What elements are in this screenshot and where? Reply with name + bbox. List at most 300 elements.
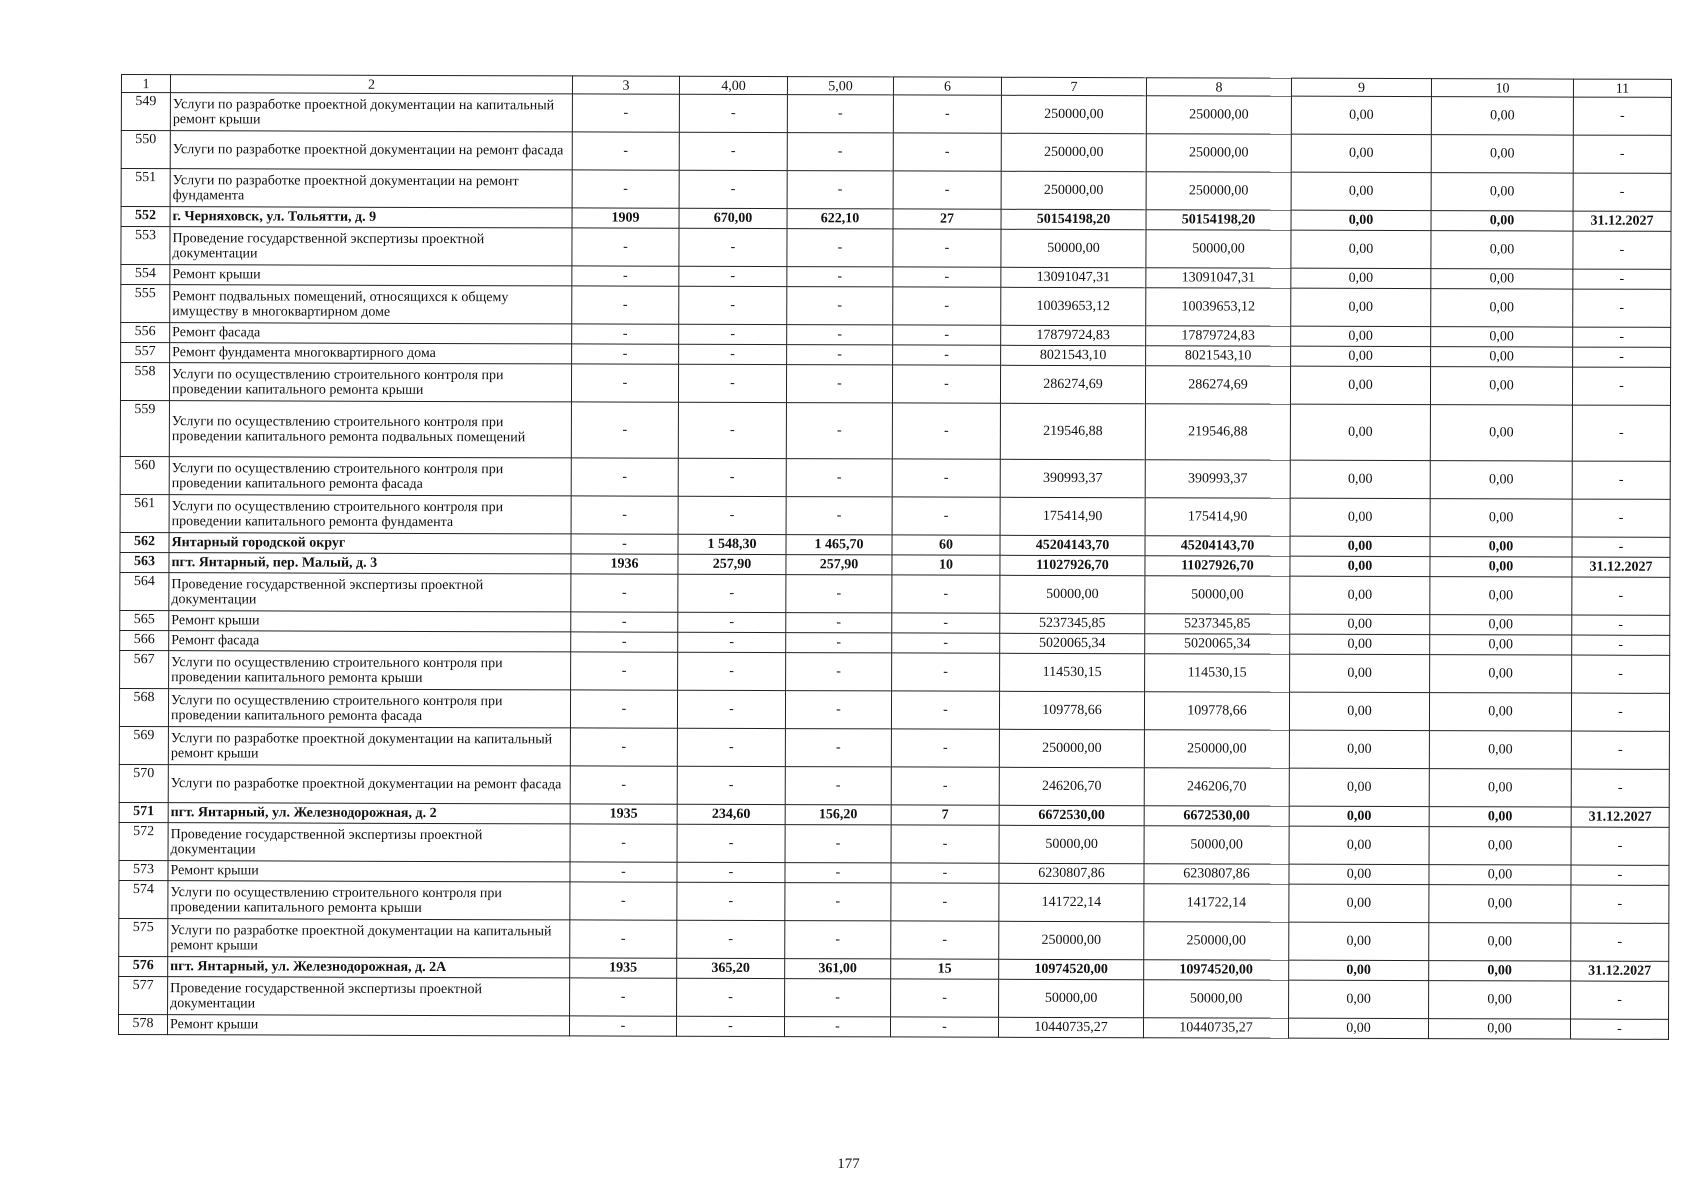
- cost-budget: 0,00: [1289, 864, 1429, 884]
- cost-fund: 10974520,00: [1144, 960, 1289, 980]
- cost-total: 50154198,20: [1001, 209, 1146, 229]
- cost-total: 219546,88: [1000, 403, 1145, 459]
- cost-budget: 0,00: [1289, 806, 1429, 826]
- completion-date: -: [1572, 537, 1670, 557]
- total-area: -: [677, 920, 785, 958]
- cost-total: 10974520,00: [999, 959, 1144, 979]
- cost-owners: 0,00: [1431, 347, 1573, 367]
- cost-budget: 0,00: [1291, 346, 1431, 366]
- cost-fund: 50000,00: [1146, 230, 1291, 268]
- column-number: 4,00: [679, 76, 787, 94]
- table-row: [121, 169, 1671, 212]
- work-name: Ремонт фасада: [170, 323, 572, 344]
- column-number: 6: [893, 77, 1001, 95]
- living-area: -: [787, 171, 893, 209]
- completion-date: -: [1572, 461, 1670, 499]
- cost-total: 50000,00: [1001, 229, 1146, 267]
- page-number: 177: [837, 1156, 860, 1172]
- completion-date: -: [1571, 693, 1669, 731]
- cost-fund: 175414,90: [1145, 498, 1290, 536]
- cost-fund: 6672530,00: [1144, 806, 1289, 826]
- residents: -: [892, 613, 1000, 633]
- completion-date: -: [1572, 615, 1670, 635]
- cost-total: 175414,90: [1000, 497, 1145, 535]
- table-row: [119, 764, 1669, 807]
- cost-budget: 0,00: [1290, 614, 1430, 634]
- year-built: 1909: [572, 208, 679, 228]
- total-area: -: [678, 574, 786, 612]
- column-number: 3: [572, 76, 679, 94]
- row-number: 578: [118, 1014, 167, 1034]
- residents: -: [893, 133, 1001, 171]
- cost-owners: 0,00: [1431, 173, 1573, 211]
- work-name: Ремонт крыши: [169, 611, 571, 632]
- row-number: 566: [120, 630, 169, 650]
- work-name: Услуги по разработке проектной документации на ремонт фундамента: [170, 169, 572, 208]
- residents: -: [891, 729, 999, 767]
- total-area: -: [679, 286, 787, 324]
- total-area: -: [677, 882, 785, 920]
- work-name: Янтарный городской округ: [169, 533, 571, 554]
- completion-date: 31.12.2027: [1571, 807, 1669, 827]
- table-row: [119, 880, 1669, 923]
- total-area: 1 548,30: [678, 534, 786, 554]
- row-number: 551: [121, 169, 170, 207]
- table-row: [120, 363, 1670, 406]
- residents: -: [891, 863, 999, 883]
- cost-total: 141722,14: [999, 883, 1144, 921]
- living-area: -: [787, 267, 893, 287]
- completion-date: 31.12.2027: [1571, 961, 1669, 981]
- year-built: -: [572, 170, 679, 208]
- living-area: -: [787, 229, 893, 267]
- cost-total: 390993,37: [1000, 459, 1145, 497]
- table-row: [119, 726, 1669, 769]
- residents: 60: [892, 535, 1000, 555]
- completion-date: -: [1573, 135, 1671, 173]
- completion-date: -: [1572, 367, 1670, 405]
- completion-date: -: [1571, 885, 1669, 923]
- cost-fund: 13091047,31: [1146, 268, 1291, 288]
- work-name: Услуги по разработке проектной документации на ремонт фасада: [170, 131, 572, 170]
- residents: -: [893, 95, 1001, 133]
- cost-budget: 0,00: [1289, 730, 1429, 768]
- year-built: -: [572, 266, 679, 286]
- living-area: -: [787, 287, 893, 325]
- completion-date: -: [1571, 981, 1669, 1019]
- cost-budget: 0,00: [1289, 884, 1429, 922]
- year-built: -: [571, 364, 678, 402]
- residents: -: [892, 497, 1000, 535]
- living-area: -: [785, 979, 891, 1017]
- cost-total: 8021543,10: [1001, 345, 1146, 365]
- table-row: [121, 131, 1671, 174]
- cost-owners: 0,00: [1430, 635, 1572, 655]
- row-number: 557: [121, 343, 170, 363]
- total-area: -: [679, 94, 787, 132]
- completion-date: -: [1572, 499, 1670, 537]
- cost-fund: 246206,70: [1144, 768, 1289, 806]
- cost-budget: 0,00: [1290, 536, 1430, 556]
- total-area: -: [677, 978, 785, 1016]
- cost-total: 50000,00: [1000, 575, 1145, 613]
- cost-owners: 0,00: [1429, 827, 1571, 865]
- completion-date: -: [1572, 405, 1670, 461]
- total-area: -: [678, 612, 786, 632]
- cost-budget: 0,00: [1290, 654, 1430, 692]
- cost-fund: 11027926,70: [1145, 556, 1290, 576]
- table-row: [121, 227, 1671, 270]
- cost-budget: 0,00: [1289, 922, 1429, 960]
- cost-owners: 0,00: [1431, 289, 1573, 327]
- row-number: 565: [120, 610, 169, 630]
- year-built: -: [571, 534, 678, 554]
- cost-total: 246206,70: [999, 767, 1144, 805]
- cost-total: 109778,66: [999, 691, 1144, 729]
- cost-total: 5020065,34: [1000, 633, 1145, 653]
- year-built: -: [571, 652, 678, 690]
- residents: -: [891, 883, 999, 921]
- row-number: 555: [121, 285, 170, 323]
- cost-budget: 0,00: [1289, 826, 1429, 864]
- cost-owners: 0,00: [1430, 615, 1572, 635]
- cost-budget: 0,00: [1291, 268, 1431, 288]
- cost-total: 250000,00: [999, 921, 1144, 959]
- row-number: 554: [121, 265, 170, 285]
- total-area: -: [679, 344, 787, 364]
- cost-fund: 250000,00: [1146, 172, 1291, 210]
- cost-owners: 0,00: [1429, 807, 1571, 827]
- completion-date: -: [1573, 97, 1671, 135]
- cost-owners: 0,00: [1429, 865, 1571, 885]
- total-area: 670,00: [679, 208, 787, 228]
- table-row: [120, 456, 1670, 499]
- cost-owners: 0,00: [1429, 961, 1571, 981]
- column-number: 2: [170, 75, 572, 94]
- work-name: Услуги по осуществлению строительного контроля при проведении капитального ремонта подвальных помещений: [169, 401, 571, 458]
- cost-owners: 0,00: [1429, 693, 1571, 731]
- column-number: 10: [1431, 79, 1573, 97]
- cost-owners: 0,00: [1430, 577, 1572, 615]
- completion-date: -: [1573, 289, 1671, 327]
- cost-owners: 0,00: [1431, 135, 1573, 173]
- cost-fund: 17879724,83: [1146, 326, 1291, 346]
- cost-budget: 0,00: [1291, 96, 1431, 134]
- cost-total: 114530,15: [1000, 653, 1145, 691]
- column-number: 1: [121, 75, 170, 93]
- cost-total: 286274,69: [1000, 365, 1145, 403]
- year-built: -: [570, 690, 677, 728]
- total-area: -: [676, 1016, 784, 1036]
- cost-budget: 0,00: [1288, 1018, 1428, 1038]
- residents: -: [893, 287, 1001, 325]
- residents: -: [891, 767, 999, 805]
- completion-date: -: [1572, 655, 1670, 693]
- table-row: [119, 918, 1669, 961]
- total-area: -: [677, 728, 785, 766]
- cost-fund: 10039653,12: [1146, 288, 1291, 326]
- year-built: -: [572, 94, 679, 132]
- table-row: [118, 1014, 1668, 1039]
- cost-total: 250000,00: [1001, 133, 1146, 171]
- living-area: 156,20: [785, 805, 891, 825]
- work-name: пгт. Янтарный, ул. Железнодорожная, д. 2: [168, 803, 570, 824]
- work-name: Ремонт фасада: [169, 631, 571, 652]
- completion-date: -: [1571, 769, 1669, 807]
- cost-budget: 0,00: [1290, 576, 1430, 614]
- living-area: -: [786, 653, 892, 691]
- cost-owners: 0,00: [1431, 269, 1573, 289]
- residents: -: [892, 633, 1000, 653]
- completion-date: -: [1573, 269, 1671, 289]
- cost-fund: 10440735,27: [1143, 1018, 1288, 1038]
- residents: -: [892, 403, 1000, 459]
- year-built: -: [571, 496, 678, 534]
- cost-total: 5237345,85: [1000, 613, 1145, 633]
- table-body: [118, 75, 1671, 1040]
- cost-owners: 0,00: [1429, 731, 1571, 769]
- work-name: Услуги по осуществлению строительного контроля при проведении капитального ремонта фасада: [169, 457, 571, 496]
- completion-date: -: [1570, 1019, 1668, 1039]
- year-built: 1935: [570, 804, 677, 824]
- residents: -: [891, 825, 999, 863]
- work-name: Проведение государственной экспертизы проектной документации: [168, 823, 570, 862]
- living-area: 361,00: [785, 959, 891, 979]
- cost-budget: 0,00: [1290, 556, 1430, 576]
- living-area: -: [785, 767, 891, 805]
- row-number: 552: [121, 207, 170, 227]
- work-name: Ремонт крыши: [168, 861, 570, 882]
- total-area: -: [679, 170, 787, 208]
- row-number: 549: [121, 93, 170, 131]
- residents: -: [893, 345, 1001, 365]
- work-name: Ремонт крыши: [170, 265, 572, 286]
- work-name: Услуги по разработке проектной документации на ремонт фасада: [168, 765, 570, 804]
- living-area: -: [786, 613, 892, 633]
- living-area: -: [785, 863, 891, 883]
- completion-date: -: [1573, 231, 1671, 269]
- living-area: -: [786, 497, 892, 535]
- total-area: -: [677, 766, 785, 804]
- cost-fund: 50154198,20: [1146, 210, 1291, 230]
- cost-owners: 0,00: [1430, 499, 1572, 537]
- living-area: 1 465,70: [786, 535, 892, 555]
- row-number: 562: [120, 532, 169, 552]
- cost-total: 6672530,00: [999, 805, 1144, 825]
- cost-fund: 141722,14: [1144, 884, 1289, 922]
- cost-budget: 0,00: [1291, 210, 1431, 230]
- total-area: -: [678, 632, 786, 652]
- work-name: Проведение государственной экспертизы проектной документации: [168, 977, 570, 1016]
- year-built: -: [571, 632, 678, 652]
- cost-owners: 0,00: [1431, 97, 1573, 135]
- cost-owners: 0,00: [1430, 537, 1572, 557]
- total-area: -: [678, 402, 786, 458]
- row-number: 572: [119, 822, 168, 860]
- column-number: 11: [1573, 79, 1671, 97]
- cost-budget: 0,00: [1291, 134, 1431, 172]
- living-area: -: [787, 345, 893, 365]
- work-name: пгт. Янтарный, пер. Малый, д. 3: [169, 553, 571, 574]
- cost-total: 250000,00: [1001, 95, 1146, 133]
- work-name: Ремонт подвальных помещений, относящихся к общему имуществу в многоквартирном доме: [170, 285, 572, 324]
- total-area: -: [677, 690, 785, 728]
- completion-date: 31.12.2027: [1572, 557, 1670, 577]
- total-area: 234,60: [677, 804, 785, 824]
- residents: -: [891, 921, 999, 959]
- total-area: -: [678, 458, 786, 496]
- completion-date: -: [1572, 577, 1670, 615]
- work-name: Услуги по разработке проектной документации на капитальный ремонт крыши: [168, 727, 570, 766]
- cost-fund: 6230807,86: [1144, 864, 1289, 884]
- cost-fund: 250000,00: [1146, 96, 1291, 134]
- work-name: Услуги по осуществлению строительного контроля при проведении капитального ремонта крыши: [169, 651, 571, 690]
- row-number: 558: [120, 363, 169, 401]
- total-area: -: [679, 324, 787, 344]
- total-area: -: [679, 266, 787, 286]
- work-name: Услуги по разработке проектной документации на капитальный ремонт крыши: [170, 93, 572, 132]
- cost-owners: 0,00: [1430, 367, 1572, 405]
- cost-budget: 0,00: [1289, 768, 1429, 806]
- cost-total: 45204143,70: [1000, 535, 1145, 555]
- residents: 10: [892, 555, 1000, 575]
- cost-total: 50000,00: [999, 979, 1144, 1017]
- cost-fund: 250000,00: [1146, 134, 1291, 172]
- cost-total: 50000,00: [999, 825, 1144, 863]
- year-built: -: [570, 862, 677, 882]
- table-row: [119, 976, 1669, 1019]
- cost-owners: 0,00: [1429, 769, 1571, 807]
- row-number: 556: [121, 323, 170, 343]
- total-area: -: [679, 228, 787, 266]
- work-name: пгт. Янтарный, ул. Железнодорожная, д. 2А: [168, 957, 570, 978]
- cost-budget: 0,00: [1290, 460, 1430, 498]
- row-number: 561: [120, 494, 169, 532]
- completion-date: -: [1571, 731, 1669, 769]
- cost-total: 6230807,86: [999, 863, 1144, 883]
- living-area: -: [784, 1017, 890, 1037]
- living-area: -: [785, 825, 891, 863]
- cost-total: 13091047,31: [1001, 267, 1146, 287]
- row-number: 570: [119, 764, 168, 802]
- total-area: -: [678, 652, 786, 690]
- cost-owners: 0,00: [1431, 231, 1573, 269]
- cost-owners: 0,00: [1429, 981, 1571, 1019]
- total-area: 365,20: [677, 958, 785, 978]
- cost-total: 17879724,83: [1001, 325, 1146, 345]
- cost-owners: 0,00: [1429, 885, 1571, 923]
- work-name: Проведение государственной экспертизы проектной документации: [169, 573, 571, 612]
- cost-budget: 0,00: [1291, 326, 1431, 346]
- total-area: -: [678, 364, 786, 402]
- residents: 27: [893, 209, 1001, 229]
- table-row: [120, 494, 1670, 537]
- year-built: -: [570, 882, 677, 920]
- cost-total: 250000,00: [1001, 171, 1146, 209]
- cost-fund: 5020065,34: [1145, 634, 1290, 654]
- residents: -: [893, 229, 1001, 267]
- total-area: -: [677, 862, 785, 882]
- cost-budget: 0,00: [1291, 172, 1431, 210]
- living-area: -: [785, 691, 891, 729]
- cost-fund: 45204143,70: [1145, 536, 1290, 556]
- year-built: -: [572, 228, 679, 266]
- cost-owners: 0,00: [1431, 211, 1573, 231]
- year-built: 1935: [570, 958, 677, 978]
- table-row: [120, 650, 1670, 693]
- work-name: Услуги по разработке проектной документации на капитальный ремонт крыши: [168, 919, 570, 958]
- cost-fund: 114530,15: [1145, 654, 1290, 692]
- work-name: Услуги по осуществлению строительного контроля при проведении капитального ремонта фасада: [168, 689, 570, 728]
- row-number: 559: [120, 400, 169, 456]
- completion-date: -: [1571, 827, 1669, 865]
- residents: -: [892, 459, 1000, 497]
- row-number: 550: [121, 131, 170, 169]
- row-number: 569: [119, 726, 168, 764]
- year-built: -: [572, 344, 679, 364]
- living-area: -: [785, 883, 891, 921]
- cost-budget: 0,00: [1289, 980, 1429, 1018]
- row-number: 553: [121, 227, 170, 265]
- completion-date: -: [1571, 923, 1669, 961]
- living-area: -: [786, 575, 892, 613]
- living-area: 257,90: [786, 555, 892, 575]
- living-area: -: [786, 459, 892, 497]
- table-row: [121, 285, 1671, 328]
- column-number: 7: [1001, 77, 1146, 95]
- year-built: -: [570, 920, 677, 958]
- year-built: -: [570, 728, 677, 766]
- cost-total: 10440735,27: [998, 1017, 1143, 1037]
- table-row: [119, 822, 1669, 865]
- work-name: Ремонт крыши: [167, 1015, 569, 1036]
- cost-fund: 390993,37: [1145, 460, 1290, 498]
- cost-owners: 0,00: [1431, 327, 1573, 347]
- living-area: -: [786, 365, 892, 403]
- residents: -: [892, 575, 1000, 613]
- residents: -: [891, 979, 999, 1017]
- row-number: 564: [120, 572, 169, 610]
- residents: -: [890, 1017, 998, 1037]
- row-number: 571: [119, 802, 168, 822]
- total-area: -: [677, 824, 785, 862]
- year-built: -: [572, 286, 679, 324]
- cost-fund: 5237345,85: [1145, 614, 1290, 634]
- row-number: 563: [120, 552, 169, 572]
- cost-fund: 8021543,10: [1146, 346, 1291, 366]
- living-area: -: [786, 403, 892, 459]
- residents: -: [892, 653, 1000, 691]
- row-number: 567: [120, 650, 169, 688]
- living-area: -: [787, 95, 893, 133]
- completion-date: -: [1571, 865, 1669, 885]
- cost-owners: 0,00: [1428, 1019, 1570, 1039]
- cost-fund: 50000,00: [1145, 576, 1290, 614]
- cost-fund: 286274,69: [1145, 366, 1290, 404]
- work-name: Услуги по осуществлению строительного контроля при проведении капитального ремонта фундамента: [169, 495, 571, 534]
- cost-total: 11027926,70: [1000, 555, 1145, 575]
- column-number: 5,00: [787, 77, 893, 95]
- cost-fund: 219546,88: [1145, 404, 1290, 460]
- table-row: [119, 688, 1669, 731]
- year-built: -: [571, 574, 678, 612]
- year-built: 1936: [571, 554, 678, 574]
- cost-owners: 0,00: [1430, 461, 1572, 499]
- cost-owners: 0,00: [1429, 923, 1571, 961]
- cost-fund: 250000,00: [1144, 922, 1289, 960]
- completion-date: 31.12.2027: [1573, 211, 1671, 231]
- residents: -: [892, 365, 1000, 403]
